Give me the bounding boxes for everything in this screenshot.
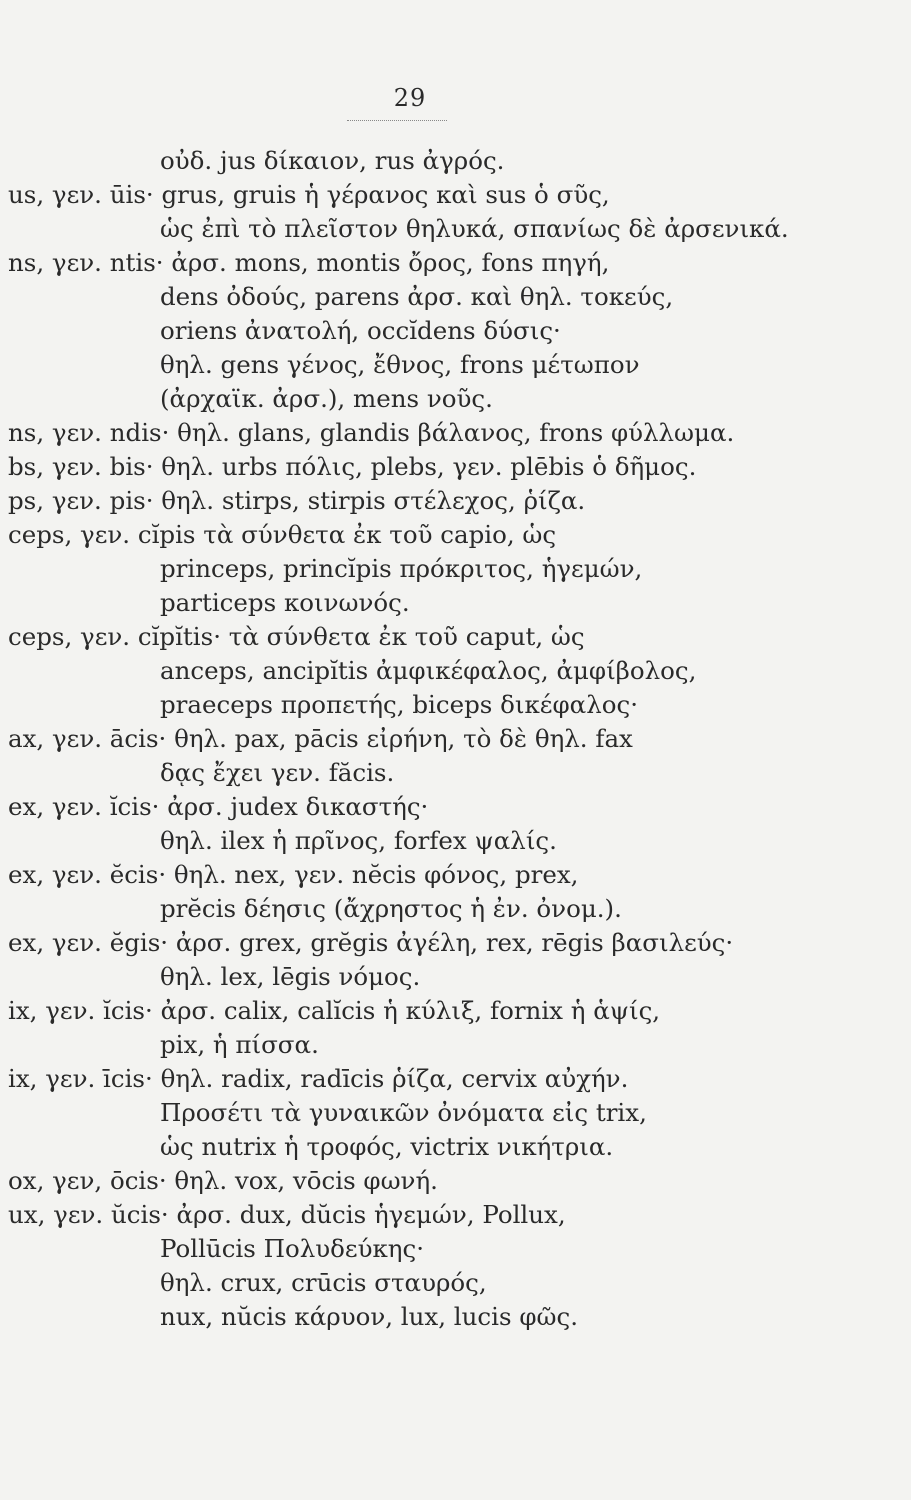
text-line: pix, ἡ πίσσα. bbox=[160, 1030, 319, 1059]
text-line: ex, γεν. ĕcis· θηλ. nex, γεν. nĕcis φόνος, prex, bbox=[8, 860, 579, 889]
text-line: ὡς nutrix ἡ τροφός, victrix νικήτρια. bbox=[160, 1132, 614, 1161]
text-line: princeps, princĭpis πρόκριτος, ἡγεμών, bbox=[160, 554, 643, 583]
text-line: ns, γεν. ndis· θηλ. glans, glandis βάλανος, frons φύλλωμα. bbox=[8, 418, 735, 447]
text-line: θηλ. lex, lēgis νόμος. bbox=[160, 962, 421, 991]
text-line: anceps, ancipĭtis ἀμφικέφαλος, ἀμφίβολος, bbox=[160, 656, 697, 685]
text-line: dens ὀδούς, parens ἀρσ. καὶ θηλ. τοκεύς, bbox=[160, 282, 674, 311]
text-line: θηλ. crux, crūcis σταυρός, bbox=[160, 1268, 487, 1297]
text-line: ix, γεν. īcis· θηλ. radix, radīcis ῥίζα, cervix αὐχήν. bbox=[8, 1064, 629, 1093]
text-line: ns, γεν. ntis· ἀρσ. mons, montis ὄρος, fons πηγή, bbox=[8, 248, 610, 277]
text-line: θηλ. gens γένος, ἔθνος, frons μέτωπον bbox=[160, 350, 640, 379]
text-line: ceps, γεν. cĭpĭtis· τὰ σύνθετα ἐκ τοῦ caput, ὡς bbox=[8, 622, 585, 651]
header-rule bbox=[347, 120, 447, 121]
text-line: δᾳς ἔχει γεν. făcis. bbox=[160, 758, 395, 787]
text-line: ox, γεν, ōcis· θηλ. vox, vōcis φωνή. bbox=[8, 1166, 438, 1195]
text-line: ex, γεν. ĕgis· ἀρσ. grex, grĕgis ἀγέλη, rex, rēgis βασιλεύς· bbox=[8, 928, 734, 957]
text-line: ux, γεν. ŭcis· ἀρσ. dux, dŭcis ἡγεμών, Pollux, bbox=[8, 1200, 566, 1229]
text-line: θηλ. ilex ἡ πρῖνος, forfex ψαλίς. bbox=[160, 826, 557, 855]
text-line: οὐδ. jus δίκαιον, rus ἀγρός. bbox=[160, 146, 505, 175]
text-line: Προσέτι τὰ γυναικῶν ὀνόματα εἰς trix, bbox=[160, 1098, 647, 1127]
text-line: prĕcis δέησις (ἄχρηστος ἡ ἐν. ὀνομ.). bbox=[160, 894, 622, 923]
text-line: particeps κοινωνός. bbox=[160, 588, 410, 617]
text-line: ps, γεν. pis· θηλ. stirps, stirpis στέλεχος, ῥίζα. bbox=[8, 486, 586, 515]
text-line: ix, γεν. ĭcis· ἀρσ. calix, calĭcis ἡ κύλιξ, fornix ἡ ἁψίς, bbox=[8, 996, 661, 1025]
text-line: nux, nŭcis κάρυον, lux, lucis φῶς. bbox=[160, 1302, 578, 1331]
text-line: Pollūcis Πολυδεύκης· bbox=[160, 1234, 424, 1263]
text-line: oriens ἀνατολή, occĭdens δύσις· bbox=[160, 316, 561, 345]
text-line: (ἀρχαϊκ. ἀρσ.), mens νοῦς. bbox=[160, 384, 493, 413]
text-line: bs, γεν. bis· θηλ. urbs πόλις, plebs, γεν. plēbis ὁ δῆμος. bbox=[8, 452, 697, 481]
text-line: ex, γεν. ĭcis· ἀρσ. judex δικαστής· bbox=[8, 792, 429, 821]
text-line: ax, γεν. ācis· θηλ. pax, pācis εἰρήνη, τὸ δὲ θηλ. fax bbox=[8, 724, 633, 753]
page-number: 29 bbox=[393, 84, 427, 112]
text-line: ceps, γεν. cĭpis τὰ σύνθετα ἐκ τοῦ capio, ὡς bbox=[8, 520, 557, 549]
text-line: us, γεν. ūis· grus, gruis ἡ γέρανος καὶ sus ὁ σῦς, bbox=[8, 180, 610, 209]
text-line: praeceps προπετής, biceps δικέφαλος· bbox=[160, 690, 638, 719]
text-line: ὡς ἐπὶ τὸ πλεῖστον θηλυκά, σπανίως δὲ ἀρσενικά. bbox=[160, 214, 789, 243]
